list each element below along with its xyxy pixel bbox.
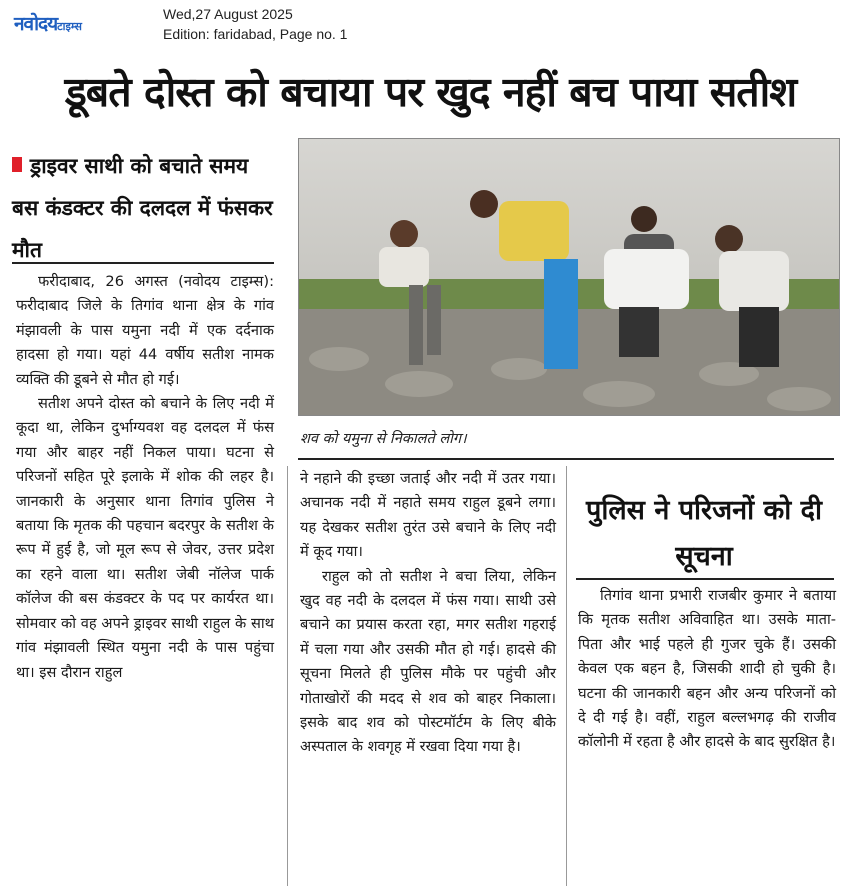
box-headline-divider	[576, 578, 834, 580]
logo-sub-text: टाइम्स	[57, 20, 82, 33]
news-photo[interactable]	[298, 138, 840, 416]
article-column-1	[16, 270, 274, 685]
article-headline: डूबते दोस्त को बचाया पर खुद नहीं बच पाया सतीश	[64, 68, 797, 116]
edition-page: Edition: faridabad, Page no. 1	[163, 26, 348, 42]
caption-divider	[298, 458, 834, 460]
photo-caption: शव को यमुना से निकालते लोग।	[300, 431, 467, 447]
column-divider	[566, 466, 567, 886]
masthead-bar	[0, 0, 861, 46]
red-bullet-marker	[12, 157, 22, 172]
article-column-2	[300, 467, 556, 760]
paragraph: राहुल को तो सतीश ने बचा लिया, लेकिन खुद वह नदी के दलदल में फंस गया। साथी उसे बचाने का प्रयास करता रहा, मगर सतीश गहराई में चला गया और उसकी मौत हो गई। हादसे की सूचना मिलते ही पुलिस मौके पर पहुंची और गोताखोरों की मदद से शव को बाहर निकाला। इसके बाद शव को पोस्टमॉर्टम के लिए बीके अस्पताल के शवगृह में रखवा दिया गया है।	[300, 567, 556, 756]
paragraph: ने नहाने की इच्छा जताई और नदी में उतर गया। अचानक नदी में नहाते समय राहुल डूबने लगा। यह देखकर सतीश तुरंत उसे बचाने के लिए नदी में कूद गया।	[300, 470, 556, 561]
edition-date: Wed,27 August 2025	[163, 6, 293, 22]
paragraph: तिगांव थाना प्रभारी राजबीर कुमार ने बताया कि मृतक सतीश अविवाहित था। उसके माता-पिता और भाई पहले ही गुजर चुके हैं। उसकी केवल एक बहन है, जिसकी शादी हो चुकी है। घटना की जानकारी बहन और अन्य परिजनों को दे दी गई है। वहीं, राहुल बल्लभगढ़ की राजीव कॉलोनी में रहता है और हादसे के बाद सुरक्षित है।	[578, 587, 836, 751]
newspaper-logo[interactable]	[14, 10, 82, 36]
edition-info	[163, 4, 347, 44]
subheadline-divider	[12, 262, 274, 264]
article-subheadline	[12, 145, 274, 271]
paragraph: सतीश अपने दोस्त को बचाने के लिए नदी में कूदा था, लेकिन दुर्भाग्यवश वह दलदल में फंस गया और बाहर नहीं निकल पाया। घटना से परिजनों सहित पूरे इलाके में शोक की लहर है। जानकारी के अनुसार थाना तिगांव पुलिस ने बताया कि मृतक की पहचान बदरपुर के सतीश के रूप में हुई है, जो मूल रूप से जेवर, उत्तर प्रदेश का रहने वाला था। सतीश जेबी नॉलेज पार्क कॉलेज की बस कंडक्टर के पद पर कार्यरत था। सोमवार को वह अपने ड्राइवर साथी राहुल के साथ गांव मंझावली स्थित यमुना नदी के पास पहुंचा था। इस दौरान राहुल	[16, 395, 274, 681]
subheadline-text: ड्राइवर साथी को बचाते समय बस कंडक्टर की दलदल में फंसकर मौत	[12, 154, 273, 262]
box-headline: पुलिस ने परिजनों को दी सूचना	[586, 495, 822, 572]
photo-illustration	[299, 139, 839, 415]
paragraph: फरीदाबाद, 26 अगस्त (नवोदय टाइम्स): फरीदाबाद जिले के तिगांव थाना क्षेत्र के गांव मंझावली के पास यमुना नदी में एक दर्दनाक हादसा हो गया। यहां 44 वर्षीय सतीश नामक व्यक्ति की डूबने से मौत हो गई।	[16, 273, 274, 388]
column-divider	[287, 466, 288, 886]
logo-main-text: नवोदय	[14, 13, 58, 35]
article-column-3	[578, 584, 836, 755]
